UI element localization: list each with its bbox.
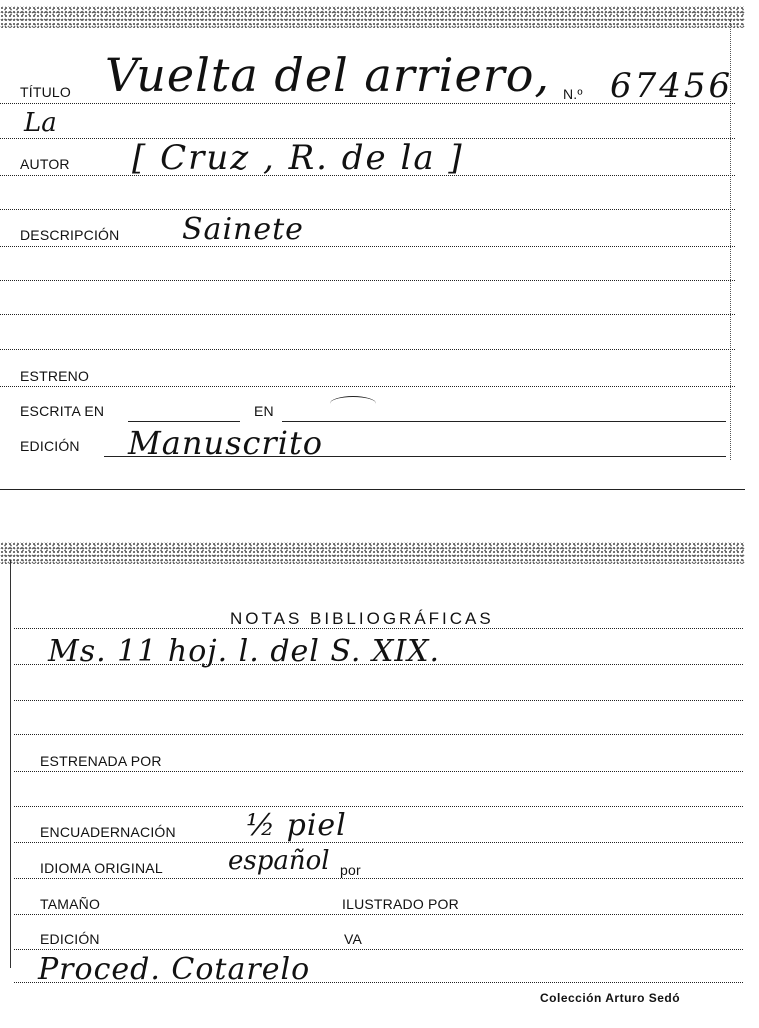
estreno-label: ESTRENO — [20, 368, 90, 384]
idioma-rule — [14, 878, 743, 879]
titulo-label: TÍTULO — [20, 84, 71, 100]
titulo-rule — [0, 103, 735, 104]
descripcion-rule — [0, 246, 735, 247]
edicion-back-rule — [14, 949, 743, 950]
notas-value: Ms. 11 hoj. l. del S. XIX. — [48, 634, 441, 669]
escrita-en-line — [128, 421, 240, 422]
autor-label: AUTOR — [20, 156, 70, 172]
card-edge-texture — [0, 6, 745, 28]
en-line — [282, 421, 726, 422]
numero-value: 67456 — [610, 66, 734, 106]
por-label: por — [340, 862, 361, 878]
autor-value: [ Cruz , R. de la ] — [132, 138, 464, 178]
escrita-en-label: ESCRITA EN — [20, 403, 105, 419]
encuadernacion-label: ENCUADERNACIÓN — [40, 824, 176, 840]
card-edge-texture — [0, 542, 745, 564]
descripcion-value: Sainete — [182, 212, 304, 247]
numero-label: N.º — [563, 86, 583, 102]
encuadernacion-value: ½ piel — [246, 808, 347, 843]
descripcion-label: DESCRIPCIÓN — [20, 227, 120, 243]
blank-rule-3 — [0, 314, 735, 315]
blank-rule-5 — [14, 700, 743, 701]
estrenada-por-label: ESTRENADA POR — [40, 753, 162, 769]
ink-mark — [330, 396, 376, 411]
estrenada-rule — [14, 771, 743, 772]
estreno-rule — [0, 386, 735, 387]
edicion-back-label: EDICIÓN — [40, 931, 100, 947]
blank-rule-4 — [0, 349, 735, 350]
procedencia-value: Proced. Cotarelo — [38, 952, 311, 987]
edicion-label: EDICIÓN — [20, 438, 80, 454]
front-card-bottom-edge — [0, 489, 745, 490]
ilustrado-por-label: ILUSTRADO POR — [342, 896, 459, 912]
catalog-card-back — [0, 540, 745, 1028]
card-left-edge — [10, 560, 13, 968]
idioma-value: español — [228, 846, 330, 876]
notas-rule — [14, 628, 743, 629]
notas-value-rule — [14, 664, 743, 665]
blank-rule-7 — [14, 806, 743, 807]
notas-heading: NOTAS BIBLIOGRÁFICAS — [230, 609, 494, 628]
encuadernacion-rule — [14, 842, 743, 843]
autor-rule — [0, 175, 735, 176]
tamano-label: TAMAÑO — [40, 896, 101, 912]
titulo-extra: La — [24, 108, 57, 138]
idioma-original-label: IDIOMA ORIGINAL — [40, 860, 163, 876]
blank-rule-6 — [14, 734, 743, 735]
catalog-card-front — [0, 0, 745, 490]
tamano-rule — [14, 914, 743, 915]
edicion-value: Manuscrito — [128, 424, 324, 462]
blank-rule-1 — [0, 209, 735, 210]
procedencia-rule — [14, 982, 743, 983]
edicion-rule — [104, 456, 726, 457]
coleccion-footer: Colección Arturo Sedó — [540, 991, 681, 1005]
blank-rule-2 — [0, 280, 735, 281]
en-label: EN — [254, 403, 274, 419]
va-label: VA — [344, 931, 363, 947]
titulo-value: Vuelta del arriero, — [105, 48, 551, 102]
